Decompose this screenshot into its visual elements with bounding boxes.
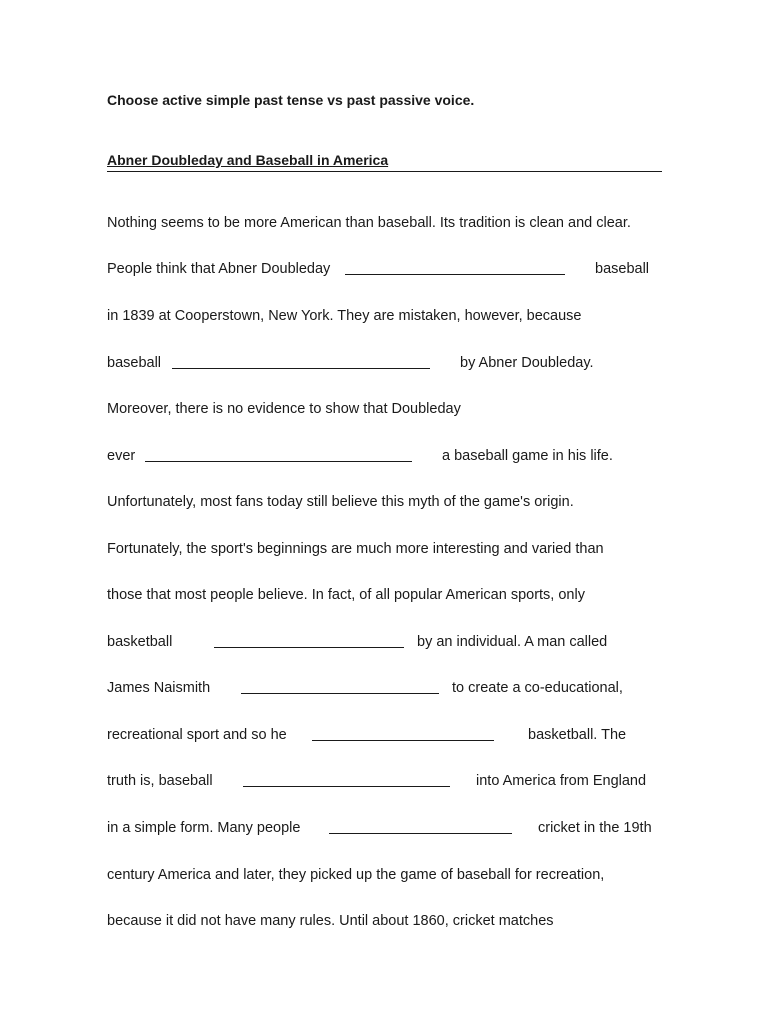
- answer-blank[interactable]: [241, 678, 439, 698]
- text-line: [0, 399, 768, 419]
- text-line: [0, 353, 768, 373]
- text-line: [0, 771, 768, 791]
- line-text: by an individual. A man called: [417, 634, 608, 650]
- line-text: to create a co-educational,: [452, 680, 623, 696]
- answer-blank[interactable]: [312, 725, 494, 745]
- line-text: Moreover, there is no evidence to show that Doubleday: [107, 401, 461, 417]
- line-text: Fortunately, the sport's beginnings are much more interesting and varied than: [107, 541, 604, 557]
- text-line: [0, 213, 768, 233]
- line-text: ever: [107, 448, 136, 464]
- text-line: [0, 306, 768, 326]
- answer-blank[interactable]: [329, 818, 512, 838]
- line-text: because it did not have many rules. Until about 1860, cricket matches: [107, 913, 554, 929]
- answer-blank[interactable]: [345, 259, 565, 279]
- line-text: Unfortunately, most fans today still believe this myth of the game's origin.: [107, 494, 574, 510]
- line-text: into America from England: [476, 773, 647, 789]
- text-line: [0, 446, 768, 466]
- line-text: baseball: [595, 261, 650, 277]
- worksheet-title: Abner Doubleday and Baseball in America: [107, 152, 389, 168]
- worksheet-instruction: Choose active simple past tense vs past passive voice.: [107, 92, 475, 108]
- text-line: [0, 818, 768, 838]
- text-line: [0, 492, 768, 512]
- text-line: [0, 725, 768, 745]
- line-text: century America and later, they picked up the game of baseball for recreation,: [107, 867, 605, 883]
- line-text: basketball: [107, 634, 173, 650]
- line-text: recreational sport and so he: [107, 727, 287, 743]
- text-line: [0, 539, 768, 559]
- answer-blank[interactable]: [172, 353, 430, 373]
- text-line: [0, 585, 768, 605]
- line-text: People think that Abner Doubleday: [107, 261, 331, 277]
- line-text: Nothing seems to be more American than baseball. Its tradition is clean and clear.: [107, 215, 631, 231]
- line-text: a baseball game in his life.: [442, 448, 613, 464]
- line-text: cricket in the 19th: [538, 820, 652, 836]
- line-text: by Abner Doubleday.: [460, 355, 594, 371]
- answer-blank[interactable]: [243, 771, 450, 791]
- line-text: those that most people believe. In fact, of all popular American sports, only: [107, 587, 585, 603]
- line-text: basketball. The: [528, 727, 627, 743]
- line-text: in 1839 at Cooperstown, New York. They are mistaken, however, because: [107, 308, 582, 324]
- line-text: in a simple form. Many people: [107, 820, 301, 836]
- answer-blank[interactable]: [214, 632, 404, 652]
- text-line: [0, 911, 768, 931]
- line-text: James Naismith: [107, 680, 211, 696]
- line-text: truth is, baseball: [107, 773, 213, 789]
- line-text: baseball: [107, 355, 162, 371]
- answer-blank[interactable]: [145, 446, 412, 466]
- text-line: [0, 259, 768, 279]
- text-line: [0, 865, 768, 885]
- text-line: [0, 632, 768, 652]
- title-rule: [107, 152, 662, 172]
- text-line: [0, 678, 768, 698]
